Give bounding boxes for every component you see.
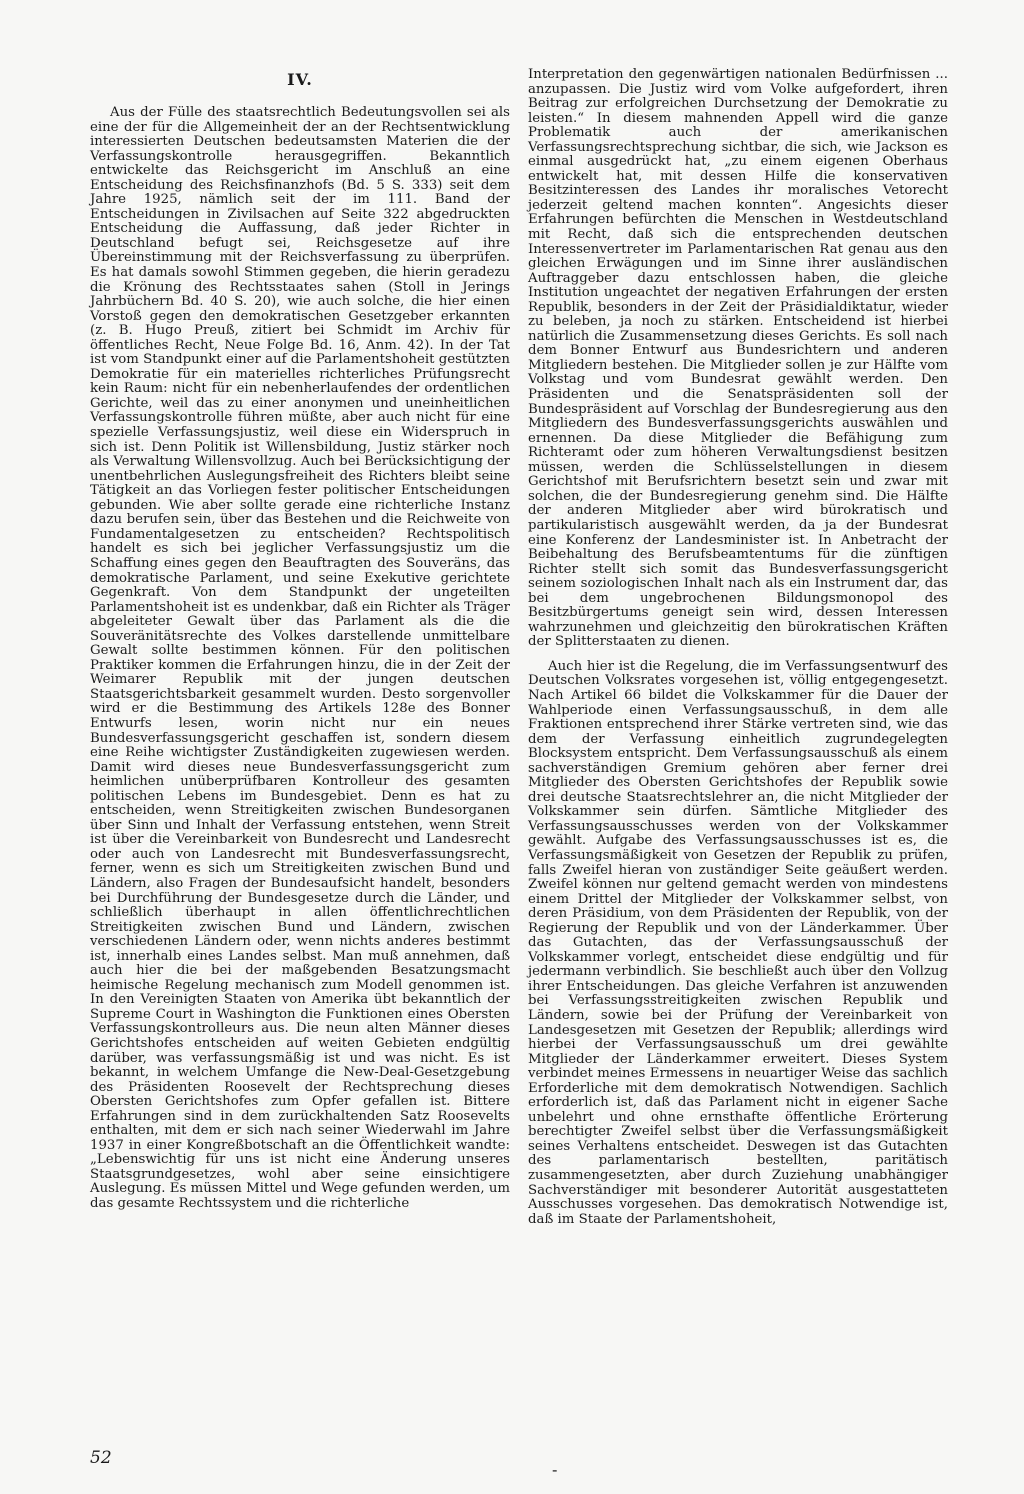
paragraph: Auch hier ist die Regelung, die im Verfassungsentwurf des Deutschen Volksrates vorgesehen ist, völlig entgegengesetzt. Nach Artikel 66 bildet die Volkskammer für die Dauer der Wahlperiode einen Verfassungsausschuß, in dem alle Fraktionen entsprechend ihrer Stärke vertreten sind, wie das dem der Verfassung einheitlich zugrundegelegten Blocksystem entspricht. Dem Verfassungsausschuß als einem sachverständigen Gremium gehören aber ferner drei Mitglieder des Obersten Gerichtshofes der Republik sowie drei deutsche Staatsrechtslehrer an, die nicht Mitglieder der Volkskammer sein dürfen. Sämtliche Mitglieder des Verfassungsausschusses werden von der Volkskammer gewählt. Aufgabe des Verfassungsausschusses ist es, die Verfassungsmäßigkeit von Gesetzen der Republik zu prüfen, falls Zweifel hieran von zuständiger Seite geäußert werden. Zweifel können nur geltend gemacht werden von mindestens einem Drittel der Mitglieder der Volkskammer selbst, von deren Präsidium, von dem Präsidenten der Republik, von der Regierung der Republik und von der Länderkammer. Über das Gutachten, das der Verfassungsausschuß der Volkskammer vorlegt, entscheidet diese endgültig und für jedermann verbindlich. Sie beschließt auch über den Vollzug ihrer Entscheidungen. Das gleiche Verfahren ist anzuwenden bei Verfassungsstreitigkeiten zwischen Republik und Ländern, sowie bei der Prüfung der Vereinbarkeit von Landesgesetzen mit Gesetzen der Republik; allerdings wird hierbei der Verfassungsausschuß um drei gewählte Mitglieder der Länderkammer erweitert. Dieses System verbindet meines Ermessens in neuartiger Weise das sachlich Erforderliche mit dem demokratisch Notwendigen. Sachlich erforderlich ist, daß das Parlament nicht in eigener Sache unbelehrt und ohne ernsthafte öffentliche Erörterung berechtigter Zweifel selbst über die Verfassungsmäßigkeit seines Verhaltens entscheidet. Deswegen ist das Gutachten des parlamentarisch bestellten, paritätisch zusammengesetzten, aber durch Zuziehung unabhängiger Sachverständiger mit besonderer Autorität ausgestatteten Ausschusses vorgesehen. Das demokratisch Notwendige ist, daß im Staate der Parlamentshoheit, [528,658,948,1227]
right-column [528,68,948,1237]
footer-mark: - [552,1460,558,1479]
page-number: 52 [90,1448,112,1468]
left-column [90,72,510,1212]
paragraph: Interpretation den gegenwärtigen nationalen Bedürfnissen ... anzupassen. Die Justiz wird vom Volke aufgefordert, ihren Beitrag zur erfolgreichen Durchsetzung der Demokratie zu leisten.“ In diesem mahnenden Appell wird die ganze Problematik auch der amerikanischen Verfassungsrechtsprechung sichtbar, die sich, wie Jackson es einmal ausgedrückt hat, „zu einem eigenen Oberhaus entwickelt hat, mit dessen Hilfe die konservativen Besitzinteressen des Landes ihr moralisches Vetorecht jederzeit geltend machen konnten“. Angesichts dieser Erfahrungen befürchten die Menschen in Westdeutschland mit Recht, daß sich die entsprechenden deutschen Interessenvertreter im Parlamentarischen Rat genau aus den gleichen Erwägungen und im Sinne ihrer ausländischen Auftraggeber dazu entschlossen haben, die gleiche Institution ungeachtet der negativen Erfahrungen der ersten Republik, besonders in der Zeit der Präsidialdiktatur, wieder zu beleben, ja noch zu stärken. Entscheidend ist hierbei natürlich die Zusammensetzung dieses Gerichts. Es soll nach dem Bonner Entwurf aus Bundesrichtern und anderen Mitgliedern bestehen. Die Mitglieder sollen je zur Hälfte vom Volkstag und vom Bundesrat gewählt werden. Den Präsidenten und die Senatspräsidenten soll der Bundespräsident auf Vorschlag der Bundesregierung aus den Mitgliedern des Bundesverfassungsgerichts auswählen und ernennen. Da diese Mitglieder die Befähigung zum Richteramt oder zum höheren Verwaltungsdienst besitzen müssen, werden die Schlüsselstellungen in diesem Gerichtshof mit Berufsrichtern besetzt sein und zwar mit solchen, die der Bundesregierung genehm sind. Die Hälfte der anderen Mitglieder aber wird bürokratisch und partikularistisch ausgewählt werden, da ja der Bundesrat eine Konferenz der Landesminister ist. In Anbetracht der Beibehaltung des Berufsbeamtentums für die zünftigen Richter stellt sich somit das Bundesverfassungsgericht seinem soziologischen Inhalt nach als ein Instrument dar, das bei dem ungebrochenen Bildungsmonopol des Besitzbürgertums geneigt sein wird, dessen Interessen wahrzunehmen und gleichzeitig den bürokratischen Kräften der Splitterstaaten zu dienen. [528,67,948,650]
paragraph: Aus der Fülle des staatsrechtlich Bedeutungsvollen sei als eine der für die Allgemeinheit der an der Rechtsentwicklung interessierten Deutschen bedeutsamsten Materien die der Verfassungskontrolle herausgegriffen. Bekanntlich entwickelte das Reichsgericht im Anschluß an eine Entscheidung des Reichsfinanzhofs (Bd. 5 S. 333) seit dem Jahre 1925, nämlich seit der im 111. Band der Entscheidungen in Zivilsachen auf Seite 322 abgedruckten Entscheidung die Auffassung, daß jeder Richter in Deutschland befugt sei, Reichsgesetze auf ihre Übereinstimmung mit der Reichsverfassung zu überprüfen. Es hat damals sowohl Stimmen gegeben, die hierin geradezu die Krönung des Rechtsstaates sahen (Stoll in Jerings Jahrbüchern Bd. 40 S. 20), wie auch solche, die hier einen Vorstoß gegen den demokratischen Gesetzgeber erkannten (z. B. Hugo Preuß, zitiert bei Schmidt im Archiv für öffentliches Recht, Neue Folge Bd. 16, Anm. 42). In der Tat ist vom Standpunkt einer auf die Parlamentshoheit gestützten Demokratie für ein materielles richterliches Prüfungsrecht kein Raum: nicht für ein nebenherlaufendes der ordentlichen Gerichte, weil das zu einer anonymen und uneinheitlichen Verfassungskontrolle führen müßte, aber auch nicht für eine spezielle Verfassungsjustiz, weil diese ein Widerspruch in sich ist. Denn Politik ist Willensbildung, Justiz stärker noch als Verwaltung Willensvollzug. Auch bei Berücksichtigung der unentbehrlichen Auslegungsfreiheit des Richters bleibt seine Tätigkeit an das Vorliegen fester politischer Entscheidungen gebunden. Wie aber sollte gerade eine richterliche Instanz dazu berufen sein, über das Bestehen und die Reichweite von Fundamentalgesetzen zu entscheiden? Rechtspolitisch handelt es sich bei jeglicher Verfassungsjustiz um die Schaffung eines gegen den Beauftragten des Souveräns, das demokratische Parlament, und seine Exekutive gerichtete Gegenkraft. Von dem Standpunkt der ungeteilten Parlamentshoheit ist es undenkbar, daß ein Richter als Träger abgeleiteter Gewalt über das Parlament als die die Souveränitätsrechte des Volkes darstellende unmittelbare Gewalt sollte bestimmen können. Für den politischen Praktiker kommen die Erfahrungen hinzu, die in der Zeit der Weimarer Republik mit der jungen deutschen Staatsgerichtsbarkeit gesammelt wurden. Desto sorgenvoller wird er die Bestimmung des Artikels 128e des Bonner Entwurfs lesen, worin nicht nur ein neues Bundesverfassungsgericht geschaffen ist, sondern diesem eine Reihe wichtigster Zuständigkeiten zugewiesen werden. Damit wird dieses neue Bundesverfassungsgericht zum heimlichen unüberprüfbaren Kontrolleur des gesamten politischen Lebens im Bundesgebiet. Denn es hat zu entscheiden, wenn Streitigkeiten zwischen Bundesorganen über Sinn und Inhalt der Verfassung entstehen, wenn Streit ist über die Vereinbarkeit von Bundesrecht und Landesrecht oder auch von Landesrecht mit Bundesverfassungsrecht, ferner, wenn es sich um Streitigkeiten zwischen Bund und Ländern, also Fragen der Bundesaufsicht handelt, besonders bei Durchführung der Bundesgesetze durch die Länder, und schließlich überhaupt in allen öffentlichrechtlichen Streitigkeiten zwischen Bund und Ländern, zwischen verschiedenen Ländern oder, wenn nichts anderes bestimmt ist, innerhalb eines Landes selbst. Man muß annehmen, daß auch hier die bei der maßgebenden Besatzungsmacht heimische Regelung mechanisch zum Modell genommen ist. In den Vereinigten Staaten von Amerika übt bekanntlich der Supreme Court in Washington die Funktionen eines Obersten Verfassungskontrolleurs aus. Die neun alten Männer dieses Gerichtshofes entscheiden auf weiten Gebieten endgültig darüber, was verfassungsmäßig ist und was nicht. Es ist bekannt, in welchem Umfange die New-Deal-Gesetzgebung des Präsidenten Roosevelt der Rechtsprechung dieses Obersten Gerichtshofes zum Opfer gefallen ist. Bittere Erfahrungen sind in dem zurückhaltenden Satz Roosevelts enthalten, mit dem er sich nach seiner Wiederwahl im Jahre 1937 in einer Kongreßbotschaft an die Öffentlichkeit wandte: „Lebenswichtig für uns ist nicht eine Änderung unseres Staatsgrundgesetzes, wohl aber seine einsichtigere Auslegung. Es müssen Mittel und Wege gefunden werden, um das gesamte Rechtssystem und die richterliche [90,105,510,1212]
section-heading: IV. [287,70,313,89]
